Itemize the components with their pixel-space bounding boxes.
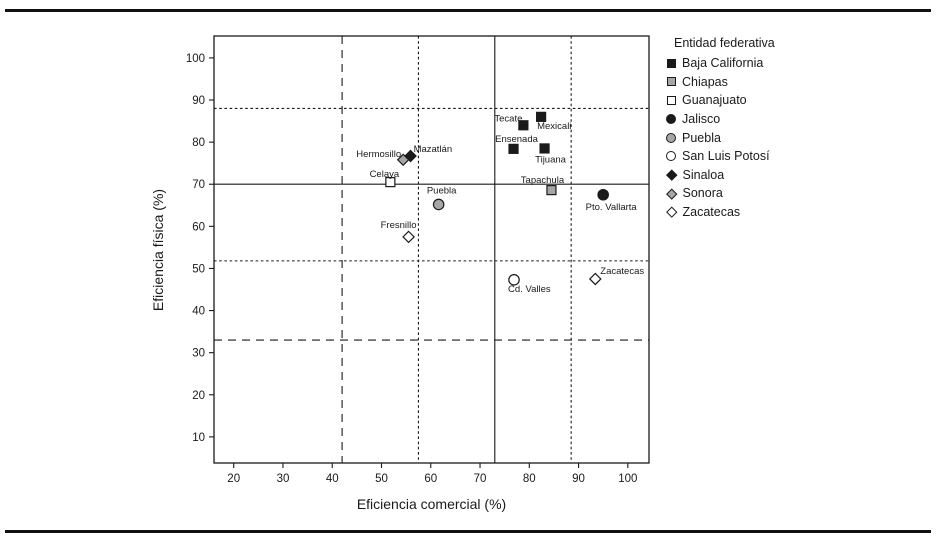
point-label-mexicali: Mexicali — [537, 120, 572, 132]
x-tick-label-80: 80 — [522, 473, 536, 485]
legend-item-label: Puebla — [682, 130, 721, 145]
point-label-pto-vallarta: Pto. Vallarta — [585, 201, 637, 213]
legend-item-label: Baja California — [682, 56, 764, 71]
circle-marker-icon — [666, 133, 676, 143]
x-axis-label: Eficiencia comercial (%) — [356, 496, 507, 512]
legend-item-chiapas — [666, 73, 775, 92]
legend-item-label: Chiapas — [682, 74, 728, 89]
legend-item-puebla — [666, 128, 775, 147]
square-marker-icon — [667, 96, 676, 105]
x-tick-label-90: 90 — [572, 473, 585, 485]
legend-item-jalisco — [666, 110, 775, 129]
legend-items — [666, 54, 775, 221]
diamond-marker-icon — [666, 188, 677, 199]
circle-marker-icon — [666, 114, 676, 124]
point-label-cd-valles: Cd. Valles — [508, 283, 551, 295]
x-tick-label-30: 30 — [276, 473, 290, 485]
y-tick-label-20: 20 — [192, 389, 205, 402]
point-zacatecas — [590, 273, 601, 284]
x-tick-label-20: 20 — [227, 473, 241, 485]
legend-item-guanajuato — [666, 91, 775, 110]
x-tick-label-50: 50 — [375, 473, 388, 485]
y-tick-label-50: 50 — [192, 263, 205, 276]
point-label-zacatecas: Zacatecas — [600, 265, 645, 277]
diamond-marker-icon — [666, 207, 677, 218]
point-pto-vallarta — [598, 190, 608, 200]
y-tick-label-60: 60 — [192, 221, 205, 234]
point-label-puebla: Puebla — [426, 185, 457, 197]
legend-item-baja-california — [666, 54, 775, 73]
point-puebla — [433, 199, 443, 209]
legend-item-san-luis-potosí — [666, 147, 775, 166]
x-tick-label-100: 100 — [618, 473, 638, 485]
point-label-tijuana: Tijuana — [535, 154, 566, 166]
legend-item-label: Sinaloa — [682, 167, 725, 182]
point-label-tecate: Tecate — [494, 113, 523, 125]
legend-item-label: Guanajuato — [682, 93, 747, 108]
square-marker-icon — [667, 77, 676, 86]
legend-item-zacatecas — [666, 203, 775, 222]
point-ensenada — [509, 144, 518, 153]
point-label-celaya: Celaya — [369, 169, 400, 181]
point-label-ensenada: Ensenada — [495, 133, 538, 145]
legend-item-sonora — [666, 184, 775, 203]
legend-item-label: Jalisco — [682, 112, 721, 127]
square-marker-icon — [667, 59, 676, 68]
plot-frame — [214, 36, 649, 463]
y-axis-label: Eficiencia física (%) — [150, 188, 166, 312]
point-label-hermosillo: Hermosillo — [356, 148, 402, 160]
y-tick-label-30: 30 — [192, 347, 205, 360]
legend-item-sinaloa — [666, 166, 775, 185]
y-tick-label-80: 80 — [192, 137, 205, 150]
y-tick-label-70: 70 — [192, 179, 205, 192]
point-fresnillo — [403, 231, 414, 242]
legend-item-label: Zacatecas — [682, 205, 741, 220]
legend-title: Entidad federativa — [674, 36, 775, 50]
x-tick-label-60: 60 — [424, 473, 438, 485]
point-tapachula — [547, 186, 556, 195]
diamond-marker-icon — [666, 170, 677, 181]
y-tick-label-100: 100 — [185, 52, 205, 65]
point-label-fresnillo: Fresnillo — [380, 219, 417, 231]
x-tick-label-70: 70 — [473, 473, 487, 485]
point-label-tapachula: Tapachula — [520, 175, 565, 187]
legend — [666, 36, 775, 221]
legend-item-label: Sonora — [682, 186, 723, 201]
legend-item-label: San Luis Potosí — [682, 149, 770, 164]
y-tick-label-10: 10 — [192, 431, 205, 444]
point-label-mazatlán: Mazatlán — [413, 144, 453, 156]
y-tick-label-90: 90 — [192, 95, 205, 108]
x-tick-label-40: 40 — [325, 473, 339, 485]
point-tijuana — [540, 144, 549, 153]
circle-marker-icon — [666, 151, 676, 161]
y-tick-label-40: 40 — [192, 305, 205, 318]
